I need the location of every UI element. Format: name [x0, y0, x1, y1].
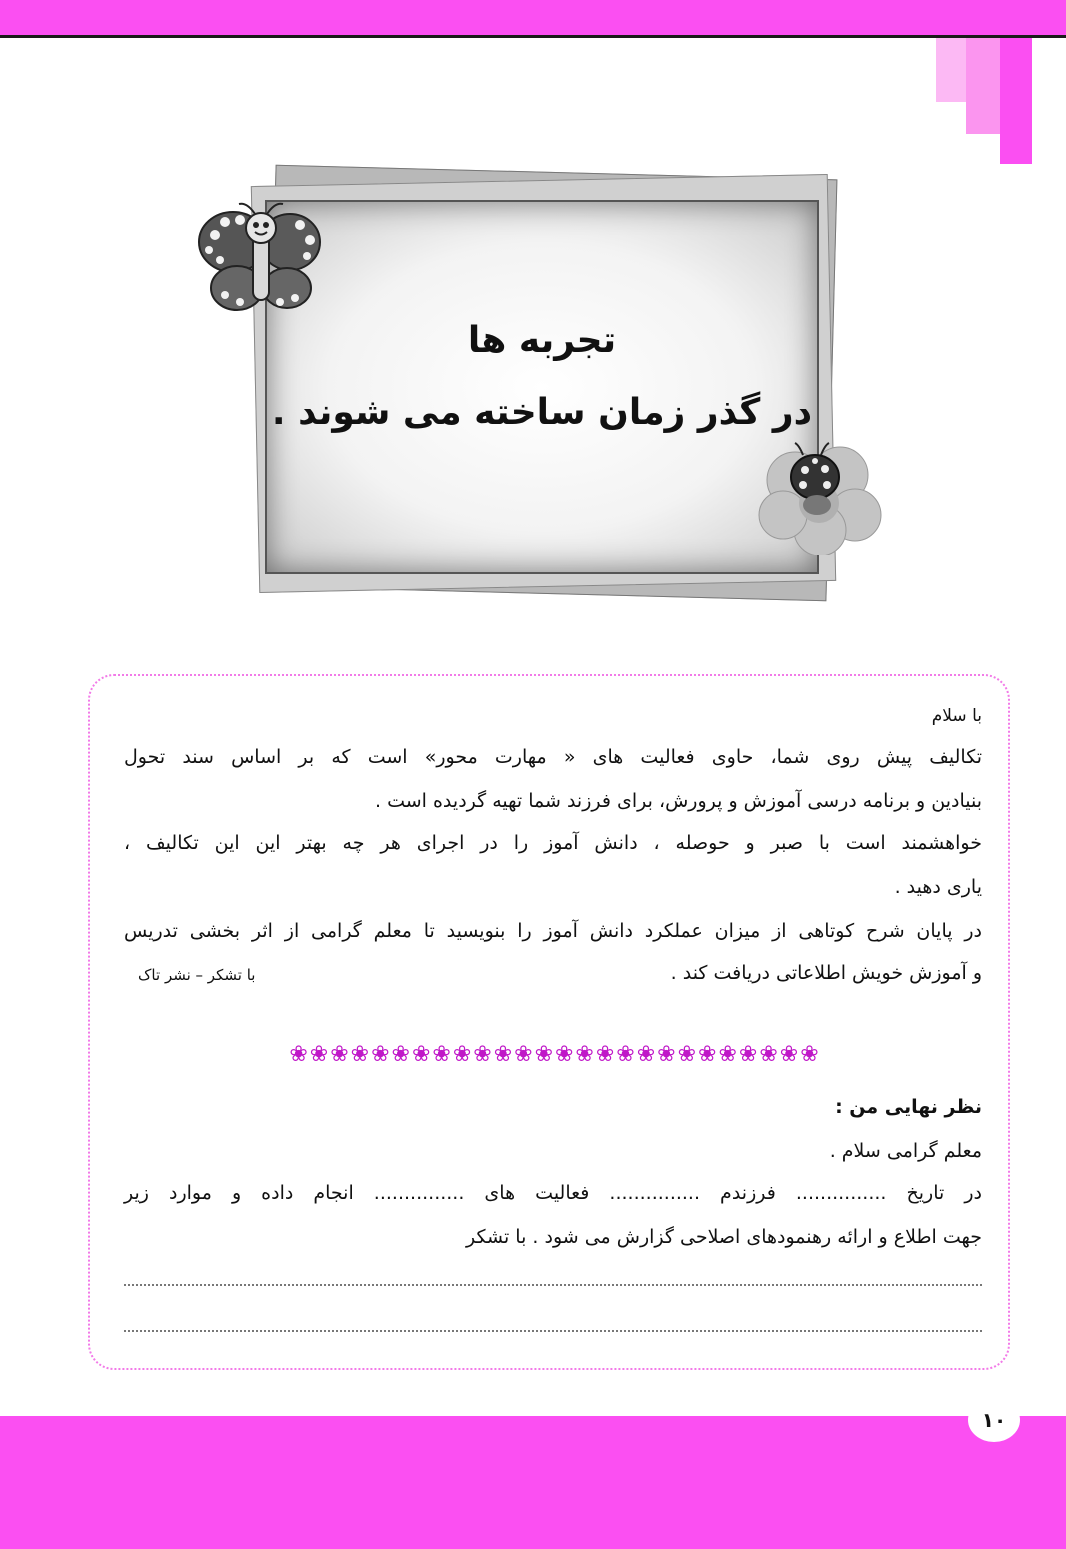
bottom-footer-band: [0, 1416, 1066, 1549]
title-card: [195, 160, 895, 600]
flower-divider: ❀❀❀❀❀❀❀❀❀❀❀❀❀❀❀❀❀❀❀❀❀❀❀❀❀❀: [289, 1042, 821, 1067]
final-comment-line: جهت اطلاع و ارائه رهنمودهای اصلاحی گزارش می شود . با تشکر: [466, 1226, 982, 1248]
writing-line[interactable]: [124, 1284, 982, 1286]
letter-paragraph-line: تکالیف پیش روی شما، حاوی فعالیت های « مهارت محور» است که بر اساس سند تحول: [124, 746, 982, 768]
letter-paragraph-line: یاری دهید .: [894, 876, 982, 898]
writing-line[interactable]: [124, 1330, 982, 1332]
decor-bar-dark: [1000, 38, 1032, 164]
header-rule: [0, 35, 1066, 38]
final-comment-line: در تاریخ ............... فرزندم ............... فعالیت های ............... انجام داده و موارد زیر: [124, 1182, 982, 1204]
letter-box: [88, 674, 1010, 1370]
paper-front: [265, 200, 819, 574]
letter-signature: با تشکر – نشر تاک: [138, 966, 256, 984]
letter-paragraph-line: و آموزش خویش اطلاعاتی دریافت کند .: [670, 962, 982, 984]
card-title-line1: تجربه ها: [467, 320, 617, 361]
ladybug-flower-icon: [755, 435, 885, 555]
final-comment-title: نظر نهایی من :: [835, 1096, 982, 1118]
letter-paragraph-line: بنیادین و برنامه درسی آموزش و پرورش، برای فرزند شما تهیه گردیده است .: [375, 790, 982, 812]
decor-bar-light: [936, 38, 966, 102]
letter-paragraph-line: در پایان شرح کوتاهی از میزان عملکرد دانش آموز را بنویسید تا معلم گرامی از اثر بخشی تدریس: [124, 920, 982, 942]
card-title-line2: در گذر زمان ساخته می شوند .: [271, 392, 813, 433]
top-header-band: [0, 0, 1066, 35]
final-comment-line: معلم گرامی سلام .: [829, 1140, 982, 1162]
butterfly-icon: [195, 200, 325, 320]
decor-bar-medium: [966, 38, 1000, 134]
letter-paragraph-line: خواهشمند است با صبر و حوصله ، دانش آموز را در اجرای هر چه بهتر این این تکالیف ،: [124, 832, 982, 854]
letter-greeting: با سلام: [931, 706, 982, 726]
page-number: ۱۰: [968, 1398, 1020, 1442]
